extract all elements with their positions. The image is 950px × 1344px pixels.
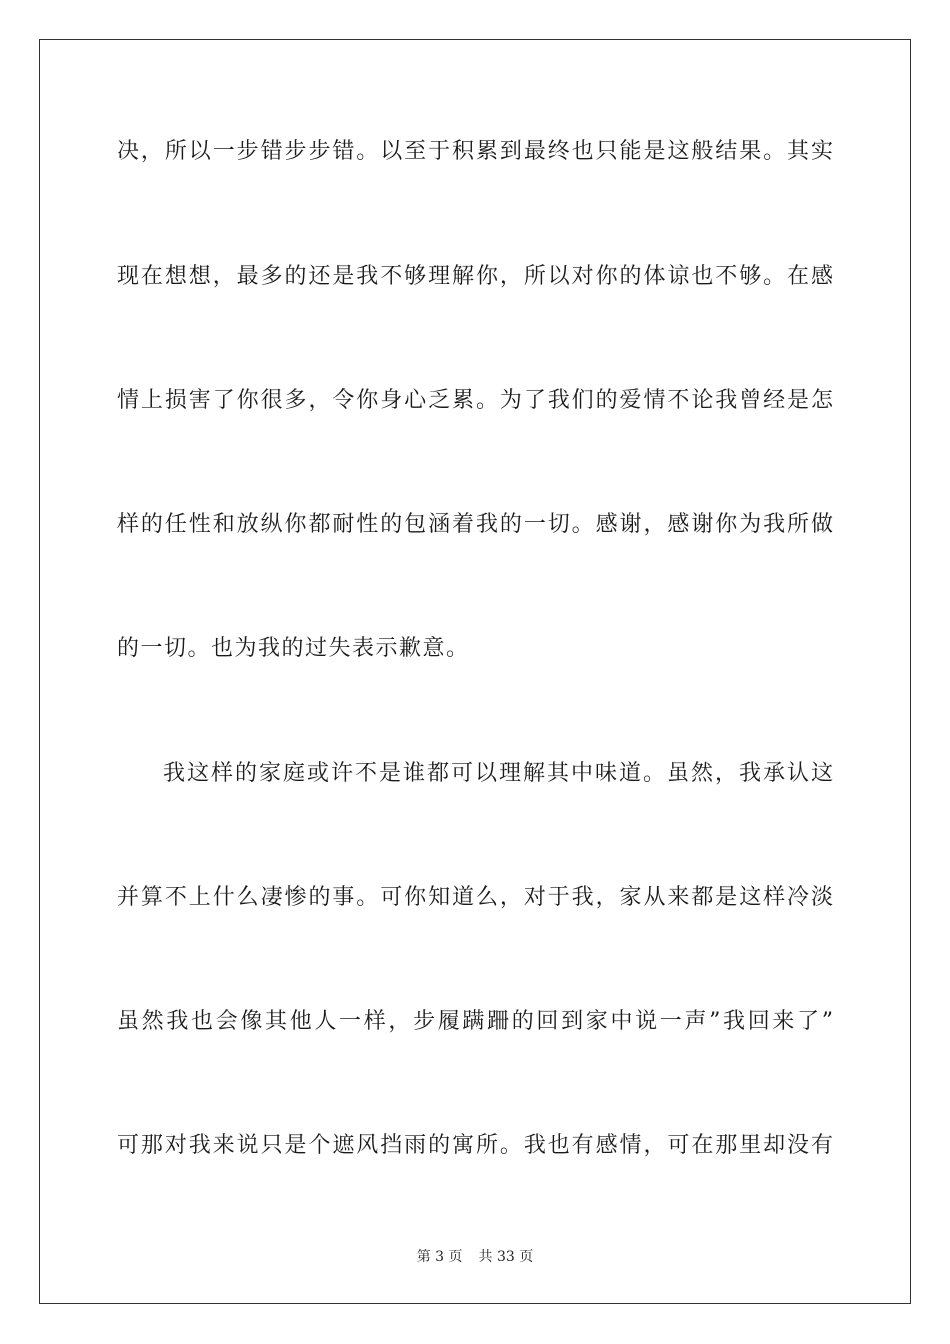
page-footer: [0, 1247, 950, 1267]
paragraph-line-7: 并算不上什么凄惨的事。可你知道么，对于我，家从来都是这样冷淡: [117, 885, 833, 910]
paragraph-line-3: 情上损害了你很多，令你身心乏累。为了我们的爱情不论我曾经是怎: [117, 388, 833, 413]
page-number: 第 3 页: [416, 1249, 463, 1265]
page-border: [39, 39, 911, 1304]
total-pages: 共 33 页: [478, 1249, 534, 1265]
paragraph-line-8: 虽然我也会像其他人一样，步履蹒跚的回到家中说一声”我回来了”: [117, 1009, 833, 1034]
paragraph-line-1: 决，所以一步错步步错。以至于积累到最终也只能是这般结果。其实: [117, 139, 833, 164]
paragraph-line-4: 样的任性和放纵你都耐性的包涵着我的一切。感谢，感谢你为我所做: [117, 512, 833, 537]
paragraph-line-5: 的一切。也为我的过失表示歉意。: [117, 636, 470, 661]
paragraph-line-6: 我这样的家庭或许不是谁都可以理解其中味道。虽然，我承认这: [163, 761, 833, 786]
paragraph-line-2: 现在想想，最多的还是我不够理解你，所以对你的体谅也不够。在感: [117, 264, 833, 289]
paragraph-line-9: 可那对我来说只是个遮风挡雨的寓所。我也有感情，可在那里却没有: [117, 1133, 833, 1158]
